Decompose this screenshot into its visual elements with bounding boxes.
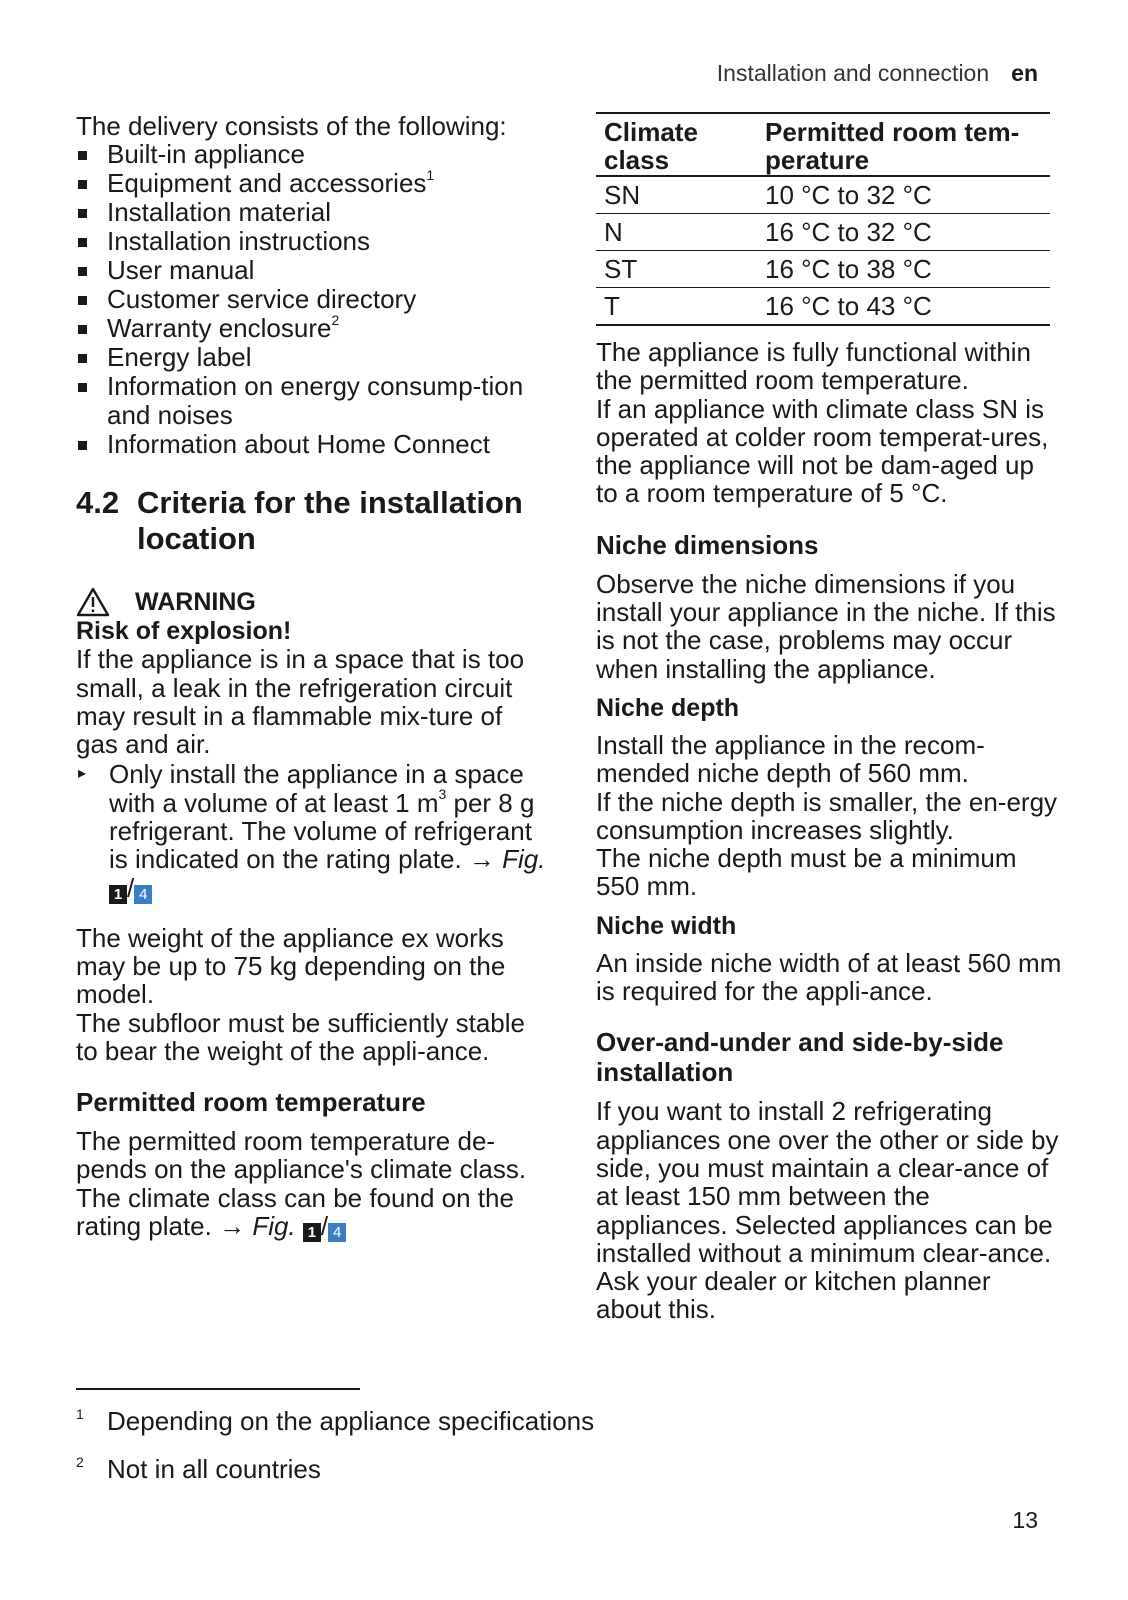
delivery-item: [76, 372, 546, 430]
delivery-item: [76, 198, 546, 227]
footnote-text: Depending on the appliance specifications: [107, 1406, 595, 1436]
footnote-ref: 1: [426, 166, 435, 183]
prt-text-1: The permitted room temperature de-pends on the appliance's climate class.: [76, 1126, 527, 1185]
fig-label-2: Fig.: [252, 1211, 296, 1242]
temperature-range-cell: 10 °C to 32 °C: [765, 180, 932, 210]
step-text-a: Only install the appliance in a space with a volume of at least 1 m: [109, 759, 524, 818]
delivery-item-text: Installation instructions: [107, 226, 371, 257]
warning-title: WARNING: [135, 588, 256, 617]
step-superscript: 3: [438, 786, 447, 803]
fig-label: Fig.: [502, 844, 546, 875]
left-column: [76, 112, 546, 1242]
prt-text-2-body: The climate class can be found on the rating plate. →: [76, 1182, 514, 1242]
fig-1-badge: 1: [109, 885, 127, 904]
footnote-mark: 2: [76, 1454, 84, 1470]
niche-dimensions-heading: Niche dimensions: [596, 529, 819, 560]
delivery-item-text: Built-in appliance: [107, 139, 306, 170]
delivery-item: [76, 285, 546, 314]
header-language: en: [1011, 60, 1038, 86]
footnote-mark: 1: [76, 1406, 84, 1422]
delivery-list: [76, 140, 546, 459]
header-section: Installation and connection: [716, 60, 990, 86]
over-under-heading: Over-and-under and side-by-side installation: [596, 1027, 1004, 1088]
square-bullet-icon: [78, 296, 87, 305]
page-number: 13: [1012, 1507, 1038, 1533]
fig-4-badge: 4: [134, 885, 152, 904]
delivery-item-text: Installation material: [107, 197, 331, 228]
square-bullet-icon: [78, 325, 87, 334]
warning-triangle-icon: [76, 587, 110, 617]
prt-heading: Permitted room temperature: [76, 1087, 426, 1118]
square-bullet-icon: [78, 180, 87, 189]
table-row: [596, 176, 1050, 214]
temperature-range-cell: 16 °C to 32 °C: [765, 217, 932, 247]
niche-width-text: An inside niche width of at least 560 mm is required for the appli-ance.: [596, 947, 1062, 1007]
niche-depth-text-2: If the niche depth is smaller, the en-ergy consumption increases slightly.: [596, 786, 1058, 845]
warning-heading: [76, 587, 546, 617]
delivery-item-text: Warranty enclosure: [107, 313, 332, 344]
temperature-range-cell: 16 °C to 38 °C: [765, 254, 932, 284]
niche-depth-heading: Niche depth: [596, 693, 740, 722]
delivery-item: [76, 343, 546, 372]
delivery-item-text: Equipment and accessories: [107, 168, 427, 199]
niche-width-heading: Niche width: [596, 911, 737, 940]
niche-dimensions-text: Observe the niche dimensions if you install your appliance in the niche. If this is not the case, problems may occur when installing the appliance.: [596, 568, 1056, 684]
climate-table-header: [596, 113, 1050, 176]
delivery-item-text: Energy label: [107, 342, 252, 373]
climate-class-cell: SN: [604, 180, 641, 210]
fig-4-badge-2: 4: [328, 1223, 346, 1242]
section-number: 4.2: [76, 485, 120, 521]
weight-text: The weight of the appliance ex works may be up to 75 kg depending on the model.: [76, 922, 506, 1010]
delivery-item: [76, 311, 546, 344]
delivery-item-text: User manual: [107, 255, 255, 286]
footnote-divider: [76, 1388, 360, 1390]
over-under-text: If you want to install 2 refrigerating appliances one over the other or side by side, you must maintain a clear-ance of at least 150 mm between the appliances. Selected appliances can be installed without a minimum clear-ance. Ask your dealer or kitchen planner about this.: [596, 1096, 1059, 1325]
delivery-item: [76, 166, 546, 199]
table-row: [596, 251, 1050, 288]
step-text: [109, 760, 546, 903]
warning-subtitle: Risk of explosion!: [76, 617, 292, 646]
fig-separator-2: /: [320, 1211, 329, 1242]
square-bullet-icon: [78, 354, 87, 363]
delivery-item: [76, 227, 546, 256]
delivery-item: [76, 430, 546, 459]
footnote: [76, 1452, 676, 1486]
prt-text-2: [76, 1184, 546, 1242]
niche-depth-text-1: Install the appliance in the recom-mended niche depth of 560 mm.: [596, 729, 985, 789]
section-title: Criteria for the installation location: [137, 485, 523, 557]
delivery-item: [76, 256, 546, 285]
square-bullet-icon: [78, 209, 87, 218]
fig-separator: /: [127, 872, 135, 903]
col-climate-class: Climate class: [604, 117, 698, 175]
sn-text: If an appliance with climate class SN is operated at colder room temperat-ures, the appliance will not be dam-aged up to a room temperature of 5 °C.: [596, 393, 1049, 509]
footnote-ref: 2: [331, 311, 340, 328]
delivery-item: [76, 140, 546, 169]
col-room-temperature: Permitted room tem-perature: [765, 117, 1020, 175]
climate-class-cell: ST: [604, 254, 638, 284]
functional-text: The appliance is fully functional within the permitted room temperature.: [596, 337, 1032, 396]
footnote-text: Not in all countries: [107, 1454, 321, 1484]
delivery-item-text: Information on energy consump-tion and noises: [107, 371, 524, 431]
warning-block: [76, 587, 546, 903]
footnote: [76, 1404, 676, 1438]
square-bullet-icon: [78, 441, 87, 450]
climate-table: [596, 112, 1050, 326]
running-header: [717, 60, 1038, 87]
subfloor-text: The subfloor must be sufficiently stable to bear the weight of the appli-ance.: [76, 1007, 525, 1066]
table-row: [596, 288, 1050, 326]
instruction-step: [76, 760, 546, 903]
fig-1-badge-2: 1: [303, 1223, 321, 1242]
delivery-item-text: Customer service directory: [107, 284, 417, 315]
niche-depth-text-3: The niche depth must be a minimum 550 mm.: [596, 843, 1017, 902]
climate-class-cell: T: [604, 291, 620, 321]
warning-text: If the appliance is in a space that is too small, a leak in the refrigeration circuit may result in a flammable mix-ture of gas and air.: [76, 644, 525, 760]
delivery-intro: The delivery consists of the following:: [76, 111, 507, 141]
footnotes: [76, 1388, 676, 1500]
delivery-item-text: Information about Home Connect: [107, 429, 490, 460]
square-bullet-icon: [78, 383, 87, 392]
climate-class-cell: N: [604, 217, 623, 247]
section-heading: [76, 485, 546, 557]
right-column: [596, 112, 1062, 1324]
square-bullet-icon: [78, 238, 87, 247]
square-bullet-icon: [78, 151, 87, 160]
step-arrow-icon: ▸: [78, 765, 87, 783]
table-row: [596, 214, 1050, 251]
step-text-b: per 8 g refrigerant. The volume of refrigerant is indicated on the rating plate. →: [109, 787, 535, 875]
square-bullet-icon: [78, 267, 87, 276]
temperature-range-cell: 16 °C to 43 °C: [765, 291, 932, 321]
